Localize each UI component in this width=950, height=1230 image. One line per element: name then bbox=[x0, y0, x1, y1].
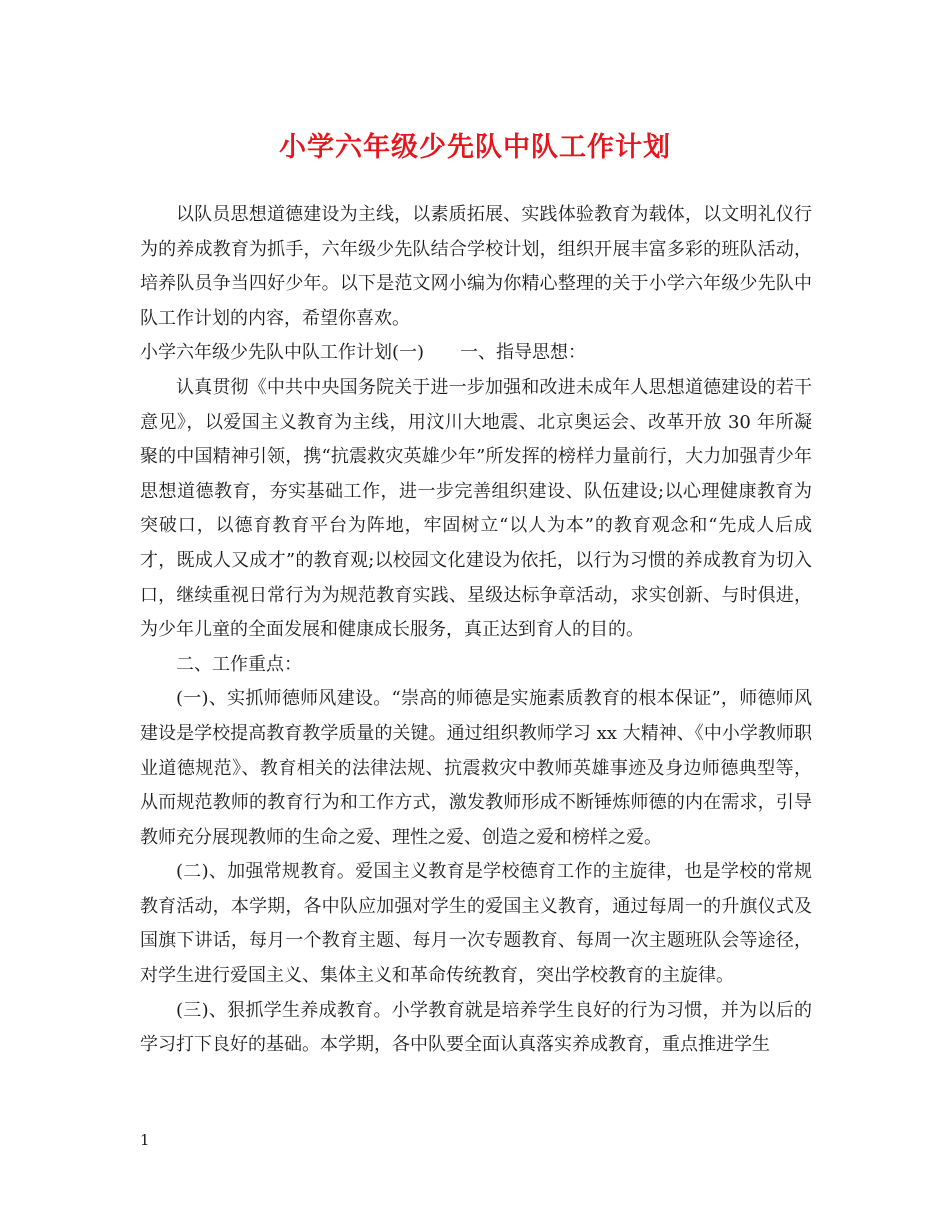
document-title: 小学六年级少先队中队工作计划 bbox=[279, 132, 671, 163]
work-item-2: (二)、加强常规教育。爱国主义教育是学校德育工作的主旋律，也是学校的常规教育活动，本学期，各中队应加强对学生的爱国主义教育，通过每周一的升旗仪式及国旗下讲话，每月一个教育主题、每月一次专题教育、每周一次主题班队会等途径，对学生进行爱国主义、集体主义和革命传统教育，突出学校教育的主旋律。 bbox=[140, 861, 812, 987]
heading-work-focus: 二、工作重点： bbox=[176, 653, 302, 675]
document-body bbox=[140, 198, 812, 1063]
section-heading-line bbox=[140, 336, 812, 371]
work-item-1: (一)、实抓师德师风建设。“崇高的师德是实施素质教育的根本保证”，师德师风建设是学校提高教育教学质量的关键。通过组织教师学习 xx 大精神、《中小学教师职业道德规范》、教育相关的法律法规、抗震救灾中教师英雄事迹及身边师德典型等，从而规范教师的教育行为和工作方式，激发教师形成不断锤炼师德的内在需求，引导教师充分展现教师的生命之爱、理性之爱、创造之爱和榜样之爱。 bbox=[140, 688, 812, 848]
work-item-3: (三)、狠抓学生养成教育。小学教育就是培养学生良好的行为习惯，并为以后的学习打下良好的基础。本学期，各中队要全面认真落实养成教育，重点推进学生 bbox=[140, 999, 812, 1056]
guiding-ideology-paragraph: 认真贯彻《中共中央国务院关于进一步加强和改进未成年人思想道德建设的若干意见》，以爱国主义教育为主线，用汶川大地震、北京奥运会、改革开放 30 年所凝聚的中国精神引领，携“抗震救灾英雄少年”所发挥的榜样力量前行，大力加强青少年思想道德教育，夯实基础工作，进一步完善组织建设、队伍建设;以心理健康教育为突破口，以德育教育平台为阵地，牢固树立“以人为本”的教育观念和“先成人后成才，既成人又成才”的教育观;以校园文化建设为依托，以行为习惯的养成教育为切入口，继续重视日常行为为规范教育实践、星级达标争章活动，求实创新、与时俱进，为少年儿童的全面发展和健康成长服务，真正达到育人的目的。 bbox=[140, 376, 812, 641]
heading-guiding-ideology: 一、指导思想： bbox=[460, 342, 587, 364]
section-title: 小学六年级少先队中队工作计划(一) bbox=[140, 342, 425, 364]
page-number: 1 bbox=[140, 1131, 150, 1149]
intro-paragraph: 以队员思想道德建设为主线，以素质拓展、实践体验教育为载体，以文明礼仪行为的养成教育为抓手，六年级少先队结合学校计划，组织开展丰富多彩的班队活动，培养队员争当四好少年。以下是范文网小编为你精心整理的关于小学六年级少先队中队工作计划的内容，希望你喜欢。 bbox=[140, 204, 812, 329]
